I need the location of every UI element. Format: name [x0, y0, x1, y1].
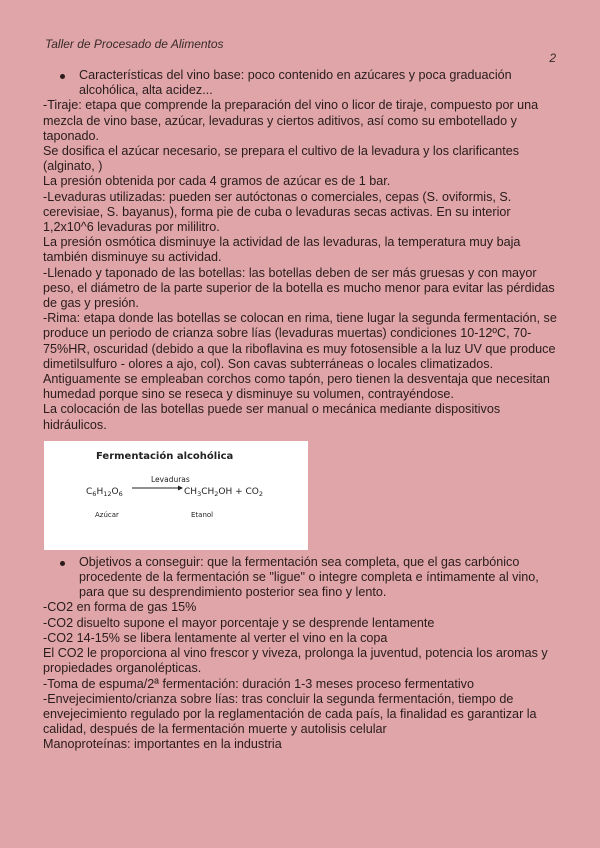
paragraph: -CO2 14-15% se libera lentamente al verter el vino en la copa	[43, 630, 388, 645]
reactant-formula: $C_6H_{12}O_6$	[86, 486, 123, 498]
page-number: 2	[549, 51, 556, 65]
paragraph: -Levaduras utilizadas: pueden ser autóctonas o comerciales, cepas (S. oviformis, S. cerevisiae, S. bayanus), forma pie de cuba o levaduras secas activas. En su interior 1,2x10^6 levaduras por mililitro.	[43, 189, 512, 235]
paragraph: -Rima: etapa donde las botellas se colocan en rima, tiene lugar la segunda fermentación, se produce un periodo de crianza sobre lías (levaduras muertas) condiciones 10-12ºC, 70-75%HR, oscuridad (debido a que la riboflavina es muy fotosensible a la luz UV que produce dimetilsulfuro - olores a ajo, col). Son cavas subterráneas o locales climatizados.	[43, 311, 557, 371]
paragraph: -CO2 en forma de gas 15%	[43, 600, 197, 615]
paragraph: -Toma de espuma/2ª fermentación: duración 1-3 meses proceso fermentativo	[43, 676, 474, 691]
bullet-item: Características del vino base: poco contenido en azúcares y poca graduación alcohólica, alta acidez...	[43, 68, 559, 98]
paragraph: -Llenado y taponado de las botellas: las botellas deben de ser más gruesas y con mayor peso, el diámetro de la parte superior de la botella es mucho menor para evitar las pérdidas de gas y presión.	[43, 265, 555, 311]
paragraph: La presión obtenida por cada 4 gramos de azúcar es de 1 bar.	[43, 174, 391, 189]
arrow-label: Levaduras	[151, 474, 190, 484]
paragraph: Antiguamente se empleaban corchos como tapón, pero tienen la desventaja que necesitan humedad porque sino se reseca y disminuye su volumen, contrayéndose.	[43, 372, 550, 402]
fermentation-figure	[44, 441, 308, 550]
figure-title: Fermentación alcohólica	[96, 450, 234, 462]
document-body	[43, 68, 559, 753]
page-header-title: Taller de Procesado de Alimentos	[45, 37, 224, 51]
bottom-section	[43, 555, 559, 753]
product-formula: $CH_3CH_2OH + CO_2$	[184, 486, 264, 498]
paragraph: -Tiraje: etapa que comprende la preparación del vino o licor de tiraje, compuesto por una mezcla de vino base, azúcar, levaduras y ciertos aditivos, así como su embotellado y taponado.	[43, 98, 539, 143]
paragraph: Manoproteínas: importantes en la industria	[43, 737, 282, 752]
paragraph: Se dosifica el azúcar necesario, se prepara el cultivo de la levadura y los clarificantes (alginato, )	[43, 144, 520, 174]
paragraph: -CO2 disuelto supone el mayor porcentaje y se desprende lentamente	[43, 615, 435, 630]
paragraph: La presión osmótica disminuye la actividad de las levaduras, la temperatura muy baja también disminuye su actividad.	[43, 235, 521, 265]
product-name: Etanol	[191, 510, 214, 519]
paragraph: La colocación de las botellas puede ser manual o mecánica mediante dispositivos hidráulicos.	[43, 402, 501, 432]
reaction-arrow	[44, 441, 308, 550]
top-section	[43, 68, 559, 433]
reactant-name: Azúcar	[95, 510, 119, 519]
paragraph: El CO2 le proporciona al vino frescor y viveza, prolonga la juventud, potencia los aromas y propiedades organolépticas.	[43, 646, 548, 676]
paragraph: -Envejecimiento/crianza sobre lías: tras concluir la segunda fermentación, tiempo de envejecimiento regulado por la reglamentación de cada país, la finalidad es garantizar la calidad, después de la fermentación muerte y autolisis celular	[43, 691, 537, 737]
bullet-item: Objetivos a conseguir: que la fermentación sea completa, que el gas carbónico procedente de la fermentación se "ligue" o integre completa e íntimamente al vino, para que su desprendimiento posterior sea fino y lento.	[43, 555, 559, 601]
